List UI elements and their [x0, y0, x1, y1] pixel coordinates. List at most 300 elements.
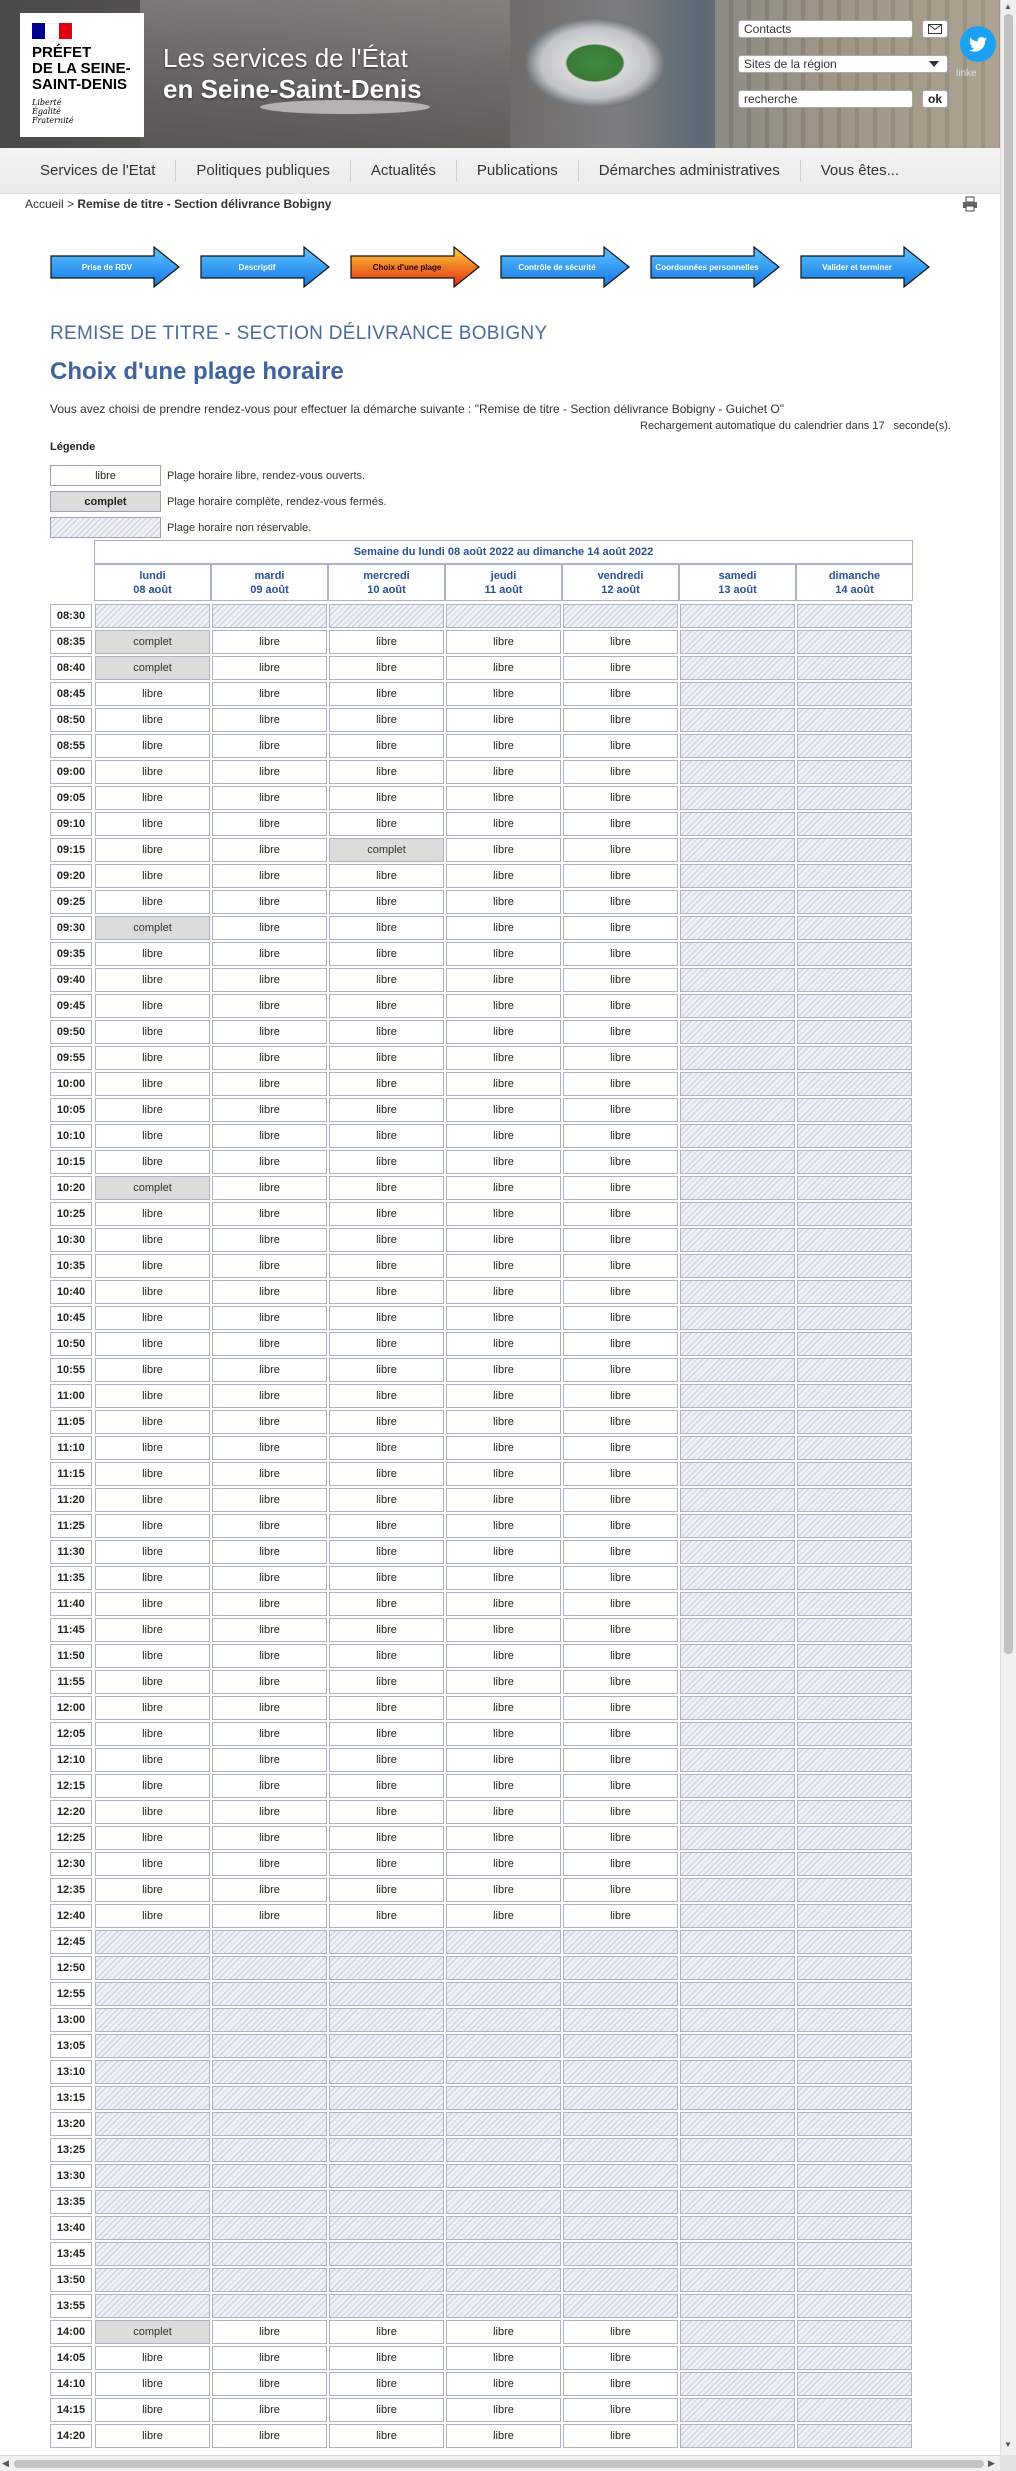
slot-libre[interactable]: libre: [446, 942, 561, 966]
slot-libre[interactable]: libre: [212, 1072, 327, 1096]
slot-libre[interactable]: libre: [95, 1072, 210, 1096]
slot-libre[interactable]: libre: [563, 1904, 678, 1928]
slot-libre[interactable]: libre: [329, 1540, 444, 1564]
slot-libre[interactable]: libre: [563, 2320, 678, 2344]
slot-libre[interactable]: libre: [95, 1826, 210, 1850]
scroll-up-icon[interactable]: ▲: [1004, 2, 1012, 11]
slot-libre[interactable]: libre: [329, 1020, 444, 1044]
contacts-select[interactable]: Contacts: [738, 20, 913, 38]
slot-libre[interactable]: libre: [95, 994, 210, 1018]
slot-libre[interactable]: libre: [212, 968, 327, 992]
slot-libre[interactable]: libre: [329, 2372, 444, 2396]
slot-libre[interactable]: libre: [329, 708, 444, 732]
slot-libre[interactable]: libre: [563, 838, 678, 862]
mail-button[interactable]: [922, 20, 948, 38]
horizontal-scrollbar[interactable]: [0, 2455, 1000, 2471]
slot-libre[interactable]: libre: [95, 1488, 210, 1512]
slot-libre[interactable]: libre: [212, 916, 327, 940]
linkedin-icon[interactable]: linke: [956, 68, 977, 79]
slot-libre[interactable]: libre: [329, 734, 444, 758]
slot-libre[interactable]: libre: [446, 994, 561, 1018]
slot-libre[interactable]: libre: [446, 1462, 561, 1486]
step-1[interactable]: [50, 246, 180, 288]
slot-libre[interactable]: libre: [446, 1254, 561, 1278]
slot-libre[interactable]: libre: [563, 1748, 678, 1772]
slot-libre[interactable]: libre: [212, 1618, 327, 1642]
slot-libre[interactable]: libre: [95, 2346, 210, 2370]
slot-libre[interactable]: libre: [446, 1748, 561, 1772]
slot-libre[interactable]: libre: [329, 1124, 444, 1148]
slot-libre[interactable]: libre: [212, 1254, 327, 1278]
slot-libre[interactable]: libre: [563, 1384, 678, 1408]
slot-libre[interactable]: libre: [212, 708, 327, 732]
slot-libre[interactable]: libre: [95, 1462, 210, 1486]
slot-libre[interactable]: libre: [446, 1826, 561, 1850]
slot-libre[interactable]: libre: [563, 812, 678, 836]
slot-libre[interactable]: libre: [95, 1254, 210, 1278]
slot-libre[interactable]: libre: [329, 864, 444, 888]
slot-libre[interactable]: libre: [95, 1670, 210, 1694]
slot-libre[interactable]: libre: [329, 1228, 444, 1252]
scroll-left-icon[interactable]: ◀: [2, 2458, 9, 2468]
slot-libre[interactable]: libre: [95, 708, 210, 732]
slot-libre[interactable]: libre: [446, 1488, 561, 1512]
step-4[interactable]: [500, 246, 630, 288]
slot-libre[interactable]: libre: [563, 1358, 678, 1382]
slot-libre[interactable]: libre: [95, 1020, 210, 1044]
prefet-logo[interactable]: [20, 13, 144, 137]
slot-libre[interactable]: libre: [95, 1150, 210, 1174]
slot-libre[interactable]: libre: [329, 1592, 444, 1616]
slot-libre[interactable]: libre: [329, 1566, 444, 1590]
slot-libre[interactable]: libre: [563, 1072, 678, 1096]
slot-libre[interactable]: libre: [563, 2372, 678, 2396]
slot-libre[interactable]: libre: [329, 1150, 444, 1174]
slot-libre[interactable]: libre: [95, 1384, 210, 1408]
vertical-scrollbar[interactable]: [1000, 0, 1016, 2455]
slot-libre[interactable]: libre: [446, 1384, 561, 1408]
slot-libre[interactable]: libre: [212, 1332, 327, 1356]
step-6[interactable]: [800, 246, 930, 288]
slot-libre[interactable]: libre: [212, 838, 327, 862]
nav-item-vous-etes[interactable]: Vous êtes...: [820, 161, 900, 179]
slot-libre[interactable]: libre: [329, 2346, 444, 2370]
slot-libre[interactable]: libre: [446, 1098, 561, 1122]
slot-libre[interactable]: libre: [95, 1358, 210, 1382]
slot-libre[interactable]: libre: [563, 1046, 678, 1070]
slot-libre[interactable]: libre: [329, 1384, 444, 1408]
slot-libre[interactable]: libre: [212, 812, 327, 836]
slot-libre[interactable]: libre: [329, 1462, 444, 1486]
slot-libre[interactable]: libre: [446, 1046, 561, 1070]
slot-libre[interactable]: libre: [446, 1332, 561, 1356]
scroll-right-icon[interactable]: ▶: [988, 2458, 995, 2468]
slot-libre[interactable]: libre: [446, 1592, 561, 1616]
slot-libre[interactable]: libre: [563, 1514, 678, 1538]
slot-libre[interactable]: libre: [212, 1462, 327, 1486]
vertical-scroll-thumb[interactable]: [1004, 14, 1013, 1654]
nav-item-publications[interactable]: Publications: [457, 160, 579, 182]
slot-libre[interactable]: libre: [95, 1618, 210, 1642]
slot-libre[interactable]: libre: [446, 1306, 561, 1330]
slot-libre[interactable]: libre: [563, 1332, 678, 1356]
horizontal-scroll-thumb[interactable]: [14, 2460, 984, 2468]
slot-libre[interactable]: libre: [446, 864, 561, 888]
slot-libre[interactable]: libre: [563, 1722, 678, 1746]
slot-libre[interactable]: libre: [446, 2424, 561, 2448]
slot-libre[interactable]: libre: [212, 1774, 327, 1798]
print-icon[interactable]: [962, 196, 978, 212]
slot-libre[interactable]: libre: [446, 630, 561, 654]
slot-libre[interactable]: libre: [563, 1852, 678, 1876]
slot-libre[interactable]: libre: [329, 1436, 444, 1460]
slot-libre[interactable]: libre: [95, 1280, 210, 1304]
slot-libre[interactable]: libre: [329, 1332, 444, 1356]
slot-libre[interactable]: libre: [95, 1098, 210, 1122]
slot-libre[interactable]: libre: [212, 2398, 327, 2422]
slot-libre[interactable]: libre: [446, 1020, 561, 1044]
slot-libre[interactable]: libre: [212, 656, 327, 680]
slot-libre[interactable]: libre: [95, 1722, 210, 1746]
slot-libre[interactable]: libre: [212, 630, 327, 654]
slot-libre[interactable]: libre: [446, 1904, 561, 1928]
slot-libre[interactable]: libre: [95, 1852, 210, 1876]
slot-libre[interactable]: libre: [95, 1644, 210, 1668]
slot-libre[interactable]: libre: [446, 1644, 561, 1668]
slot-libre[interactable]: libre: [563, 1826, 678, 1850]
slot-libre[interactable]: libre: [446, 812, 561, 836]
slot-libre[interactable]: libre: [329, 1072, 444, 1096]
region-sites-select[interactable]: Sites de la région: [738, 55, 948, 73]
slot-libre[interactable]: libre: [563, 916, 678, 940]
slot-libre[interactable]: libre: [95, 734, 210, 758]
slot-libre[interactable]: libre: [95, 890, 210, 914]
slot-libre[interactable]: libre: [212, 1410, 327, 1434]
search-ok-button[interactable]: ok: [922, 90, 948, 108]
slot-libre[interactable]: libre: [563, 2424, 678, 2448]
slot-libre[interactable]: libre: [446, 1800, 561, 1824]
slot-libre[interactable]: libre: [329, 2424, 444, 2448]
slot-libre[interactable]: libre: [212, 1800, 327, 1824]
slot-libre[interactable]: libre: [212, 1228, 327, 1252]
slot-libre[interactable]: libre: [212, 1384, 327, 1408]
search-input[interactable]: recherche: [738, 90, 913, 108]
slot-libre[interactable]: libre: [446, 734, 561, 758]
slot-libre[interactable]: libre: [563, 1774, 678, 1798]
slot-libre[interactable]: libre: [95, 1696, 210, 1720]
slot-libre[interactable]: libre: [563, 656, 678, 680]
slot-libre[interactable]: libre: [563, 760, 678, 784]
slot-libre[interactable]: libre: [95, 1566, 210, 1590]
slot-libre[interactable]: libre: [446, 1358, 561, 1382]
slot-libre[interactable]: libre: [563, 1566, 678, 1590]
slot-libre[interactable]: libre: [329, 1722, 444, 1746]
slot-libre[interactable]: libre: [446, 1696, 561, 1720]
slot-libre[interactable]: libre: [95, 760, 210, 784]
slot-libre[interactable]: libre: [329, 994, 444, 1018]
slot-libre[interactable]: libre: [212, 1358, 327, 1382]
slot-libre[interactable]: libre: [95, 1228, 210, 1252]
slot-libre[interactable]: libre: [446, 1722, 561, 1746]
slot-libre[interactable]: libre: [212, 2346, 327, 2370]
slot-libre[interactable]: libre: [95, 1514, 210, 1538]
slot-libre[interactable]: libre: [563, 1254, 678, 1278]
slot-libre[interactable]: libre: [95, 1124, 210, 1148]
slot-libre[interactable]: libre: [446, 916, 561, 940]
slot-libre[interactable]: libre: [329, 1514, 444, 1538]
slot-libre[interactable]: libre: [212, 1124, 327, 1148]
slot-libre[interactable]: libre: [212, 682, 327, 706]
slot-libre[interactable]: libre: [563, 864, 678, 888]
scroll-down-icon[interactable]: ▼: [1004, 2440, 1012, 2449]
slot-libre[interactable]: libre: [329, 1852, 444, 1876]
slot-libre[interactable]: libre: [95, 1332, 210, 1356]
slot-libre[interactable]: libre: [329, 1176, 444, 1200]
slot-libre[interactable]: libre: [95, 1592, 210, 1616]
nav-item-demarches[interactable]: Démarches administratives: [579, 160, 801, 182]
slot-libre[interactable]: libre: [446, 1436, 561, 1460]
slot-libre[interactable]: libre: [563, 1150, 678, 1174]
slot-libre[interactable]: libre: [563, 1800, 678, 1824]
slot-libre[interactable]: libre: [563, 1020, 678, 1044]
slot-libre[interactable]: libre: [446, 1878, 561, 1902]
slot-libre[interactable]: libre: [563, 1306, 678, 1330]
slot-libre[interactable]: libre: [95, 1774, 210, 1798]
slot-libre[interactable]: libre: [212, 1514, 327, 1538]
nav-item-services[interactable]: Services de l'Etat: [20, 160, 176, 182]
slot-libre[interactable]: libre: [446, 1670, 561, 1694]
slot-libre[interactable]: libre: [212, 1202, 327, 1226]
slot-libre[interactable]: libre: [212, 1722, 327, 1746]
slot-libre[interactable]: libre: [329, 1306, 444, 1330]
twitter-icon[interactable]: [960, 26, 996, 62]
slot-libre[interactable]: libre: [329, 786, 444, 810]
slot-libre[interactable]: libre: [95, 682, 210, 706]
slot-libre[interactable]: libre: [212, 1436, 327, 1460]
slot-libre[interactable]: libre: [95, 1202, 210, 1226]
slot-libre[interactable]: libre: [212, 2424, 327, 2448]
step-5[interactable]: [650, 246, 780, 288]
slot-libre[interactable]: libre: [212, 994, 327, 1018]
slot-libre[interactable]: libre: [563, 1592, 678, 1616]
slot-libre[interactable]: libre: [563, 1410, 678, 1434]
slot-libre[interactable]: libre: [446, 1150, 561, 1174]
slot-libre[interactable]: libre: [95, 1748, 210, 1772]
slot-libre[interactable]: libre: [329, 812, 444, 836]
slot-libre[interactable]: libre: [446, 786, 561, 810]
slot-libre[interactable]: libre: [446, 890, 561, 914]
slot-libre[interactable]: libre: [563, 1228, 678, 1252]
slot-libre[interactable]: libre: [212, 1540, 327, 1564]
slot-libre[interactable]: libre: [95, 1306, 210, 1330]
slot-libre[interactable]: libre: [212, 1852, 327, 1876]
slot-libre[interactable]: libre: [329, 1254, 444, 1278]
slot-libre[interactable]: libre: [563, 1618, 678, 1642]
slot-libre[interactable]: libre: [329, 1618, 444, 1642]
slot-libre[interactable]: libre: [329, 890, 444, 914]
slot-libre[interactable]: libre: [446, 1618, 561, 1642]
slot-libre[interactable]: libre: [95, 1540, 210, 1564]
slot-libre[interactable]: libre: [329, 1410, 444, 1434]
slot-libre[interactable]: libre: [563, 1488, 678, 1512]
slot-libre[interactable]: libre: [563, 1878, 678, 1902]
breadcrumb-home[interactable]: Accueil: [25, 197, 64, 211]
slot-libre[interactable]: libre: [446, 682, 561, 706]
slot-libre[interactable]: libre: [329, 1800, 444, 1824]
slot-libre[interactable]: libre: [563, 786, 678, 810]
slot-libre[interactable]: libre: [329, 1696, 444, 1720]
slot-libre[interactable]: libre: [95, 1046, 210, 1070]
slot-libre[interactable]: libre: [446, 1566, 561, 1590]
slot-libre[interactable]: libre: [563, 1462, 678, 1486]
slot-libre[interactable]: libre: [563, 1098, 678, 1122]
slot-libre[interactable]: libre: [329, 1644, 444, 1668]
slot-libre[interactable]: libre: [563, 682, 678, 706]
slot-libre[interactable]: libre: [95, 942, 210, 966]
slot-libre[interactable]: libre: [329, 1488, 444, 1512]
slot-libre[interactable]: libre: [212, 942, 327, 966]
slot-libre[interactable]: libre: [563, 1540, 678, 1564]
slot-libre[interactable]: libre: [212, 864, 327, 888]
slot-libre[interactable]: libre: [446, 760, 561, 784]
nav-item-politiques[interactable]: Politiques publiques: [176, 160, 350, 182]
slot-libre[interactable]: libre: [212, 2372, 327, 2396]
slot-libre[interactable]: libre: [95, 968, 210, 992]
slot-libre[interactable]: libre: [329, 1358, 444, 1382]
slot-libre[interactable]: libre: [563, 1436, 678, 1460]
slot-libre[interactable]: libre: [329, 1280, 444, 1304]
slot-libre[interactable]: libre: [212, 1020, 327, 1044]
slot-libre[interactable]: libre: [563, 1202, 678, 1226]
slot-libre[interactable]: libre: [212, 1176, 327, 1200]
slot-libre[interactable]: libre: [212, 1748, 327, 1772]
slot-libre[interactable]: libre: [329, 1826, 444, 1850]
slot-libre[interactable]: libre: [329, 1046, 444, 1070]
slot-libre[interactable]: libre: [95, 838, 210, 862]
slot-libre[interactable]: libre: [95, 786, 210, 810]
slot-libre[interactable]: libre: [446, 1072, 561, 1096]
slot-libre[interactable]: libre: [95, 1410, 210, 1434]
slot-libre[interactable]: libre: [446, 1410, 561, 1434]
slot-libre[interactable]: libre: [446, 968, 561, 992]
slot-libre[interactable]: libre: [329, 1670, 444, 1694]
slot-libre[interactable]: libre: [212, 734, 327, 758]
slot-libre[interactable]: libre: [563, 2398, 678, 2422]
slot-libre[interactable]: libre: [95, 2372, 210, 2396]
slot-libre[interactable]: libre: [446, 1176, 561, 1200]
slot-libre[interactable]: libre: [212, 1280, 327, 1304]
slot-libre[interactable]: libre: [563, 1176, 678, 1200]
slot-libre[interactable]: libre: [212, 1644, 327, 1668]
slot-libre[interactable]: libre: [563, 1670, 678, 1694]
slot-libre[interactable]: libre: [446, 1514, 561, 1538]
slot-libre[interactable]: libre: [212, 1150, 327, 1174]
nav-item-actualites[interactable]: Actualités: [351, 160, 457, 182]
slot-libre[interactable]: libre: [446, 2346, 561, 2370]
step-2[interactable]: [200, 246, 330, 288]
slot-libre[interactable]: libre: [212, 2320, 327, 2344]
slot-libre[interactable]: libre: [95, 864, 210, 888]
slot-libre[interactable]: libre: [329, 656, 444, 680]
slot-libre[interactable]: libre: [563, 708, 678, 732]
slot-libre[interactable]: libre: [212, 1098, 327, 1122]
slot-libre[interactable]: libre: [446, 1124, 561, 1148]
slot-libre[interactable]: libre: [212, 1670, 327, 1694]
slot-libre[interactable]: libre: [212, 786, 327, 810]
slot-libre[interactable]: libre: [95, 1800, 210, 1824]
slot-libre[interactable]: libre: [446, 1774, 561, 1798]
slot-libre[interactable]: libre: [446, 2398, 561, 2422]
slot-libre[interactable]: libre: [563, 1696, 678, 1720]
slot-libre[interactable]: libre: [446, 2372, 561, 2396]
slot-libre[interactable]: libre: [329, 1748, 444, 1772]
slot-libre[interactable]: libre: [329, 682, 444, 706]
slot-libre[interactable]: libre: [563, 1124, 678, 1148]
slot-libre[interactable]: libre: [212, 1592, 327, 1616]
slot-libre[interactable]: libre: [212, 1826, 327, 1850]
slot-libre[interactable]: libre: [329, 2398, 444, 2422]
slot-libre[interactable]: libre: [95, 812, 210, 836]
slot-libre[interactable]: libre: [563, 2346, 678, 2370]
slot-libre[interactable]: libre: [446, 1852, 561, 1876]
slot-libre[interactable]: libre: [329, 1098, 444, 1122]
slot-libre[interactable]: libre: [212, 1878, 327, 1902]
slot-libre[interactable]: libre: [446, 656, 561, 680]
slot-libre[interactable]: libre: [95, 1904, 210, 1928]
slot-libre[interactable]: libre: [563, 942, 678, 966]
slot-libre[interactable]: libre: [329, 916, 444, 940]
slot-libre[interactable]: libre: [212, 1306, 327, 1330]
slot-libre[interactable]: libre: [212, 1488, 327, 1512]
slot-libre[interactable]: libre: [329, 630, 444, 654]
slot-libre[interactable]: libre: [446, 2320, 561, 2344]
slot-libre[interactable]: libre: [329, 1904, 444, 1928]
slot-libre[interactable]: libre: [95, 2424, 210, 2448]
slot-libre[interactable]: libre: [329, 1202, 444, 1226]
chevron-down-icon[interactable]: [923, 56, 945, 72]
slot-libre[interactable]: libre: [446, 838, 561, 862]
slot-libre[interactable]: libre: [329, 760, 444, 784]
slot-libre[interactable]: libre: [563, 890, 678, 914]
slot-libre[interactable]: libre: [563, 734, 678, 758]
slot-libre[interactable]: libre: [329, 968, 444, 992]
slot-libre[interactable]: libre: [446, 1540, 561, 1564]
site-title[interactable]: [163, 43, 422, 105]
slot-libre[interactable]: libre: [329, 2320, 444, 2344]
slot-libre[interactable]: libre: [95, 1878, 210, 1902]
slot-libre[interactable]: libre: [563, 1644, 678, 1668]
slot-libre[interactable]: libre: [563, 1280, 678, 1304]
slot-libre[interactable]: libre: [563, 994, 678, 1018]
slot-libre[interactable]: libre: [212, 1566, 327, 1590]
slot-libre[interactable]: libre: [446, 1228, 561, 1252]
slot-libre[interactable]: libre: [95, 2398, 210, 2422]
slot-libre[interactable]: libre: [95, 1436, 210, 1460]
slot-libre[interactable]: libre: [446, 1280, 561, 1304]
slot-libre[interactable]: libre: [212, 1904, 327, 1928]
slot-libre[interactable]: libre: [446, 1202, 561, 1226]
slot-libre[interactable]: libre: [446, 708, 561, 732]
slot-libre[interactable]: libre: [212, 890, 327, 914]
slot-libre[interactable]: libre: [329, 1774, 444, 1798]
slot-libre[interactable]: libre: [329, 942, 444, 966]
slot-libre[interactable]: libre: [563, 968, 678, 992]
slot-libre[interactable]: libre: [329, 1878, 444, 1902]
slot-libre[interactable]: libre: [563, 630, 678, 654]
slot-libre[interactable]: libre: [212, 1696, 327, 1720]
slot-libre[interactable]: libre: [212, 1046, 327, 1070]
slot-libre[interactable]: libre: [212, 760, 327, 784]
